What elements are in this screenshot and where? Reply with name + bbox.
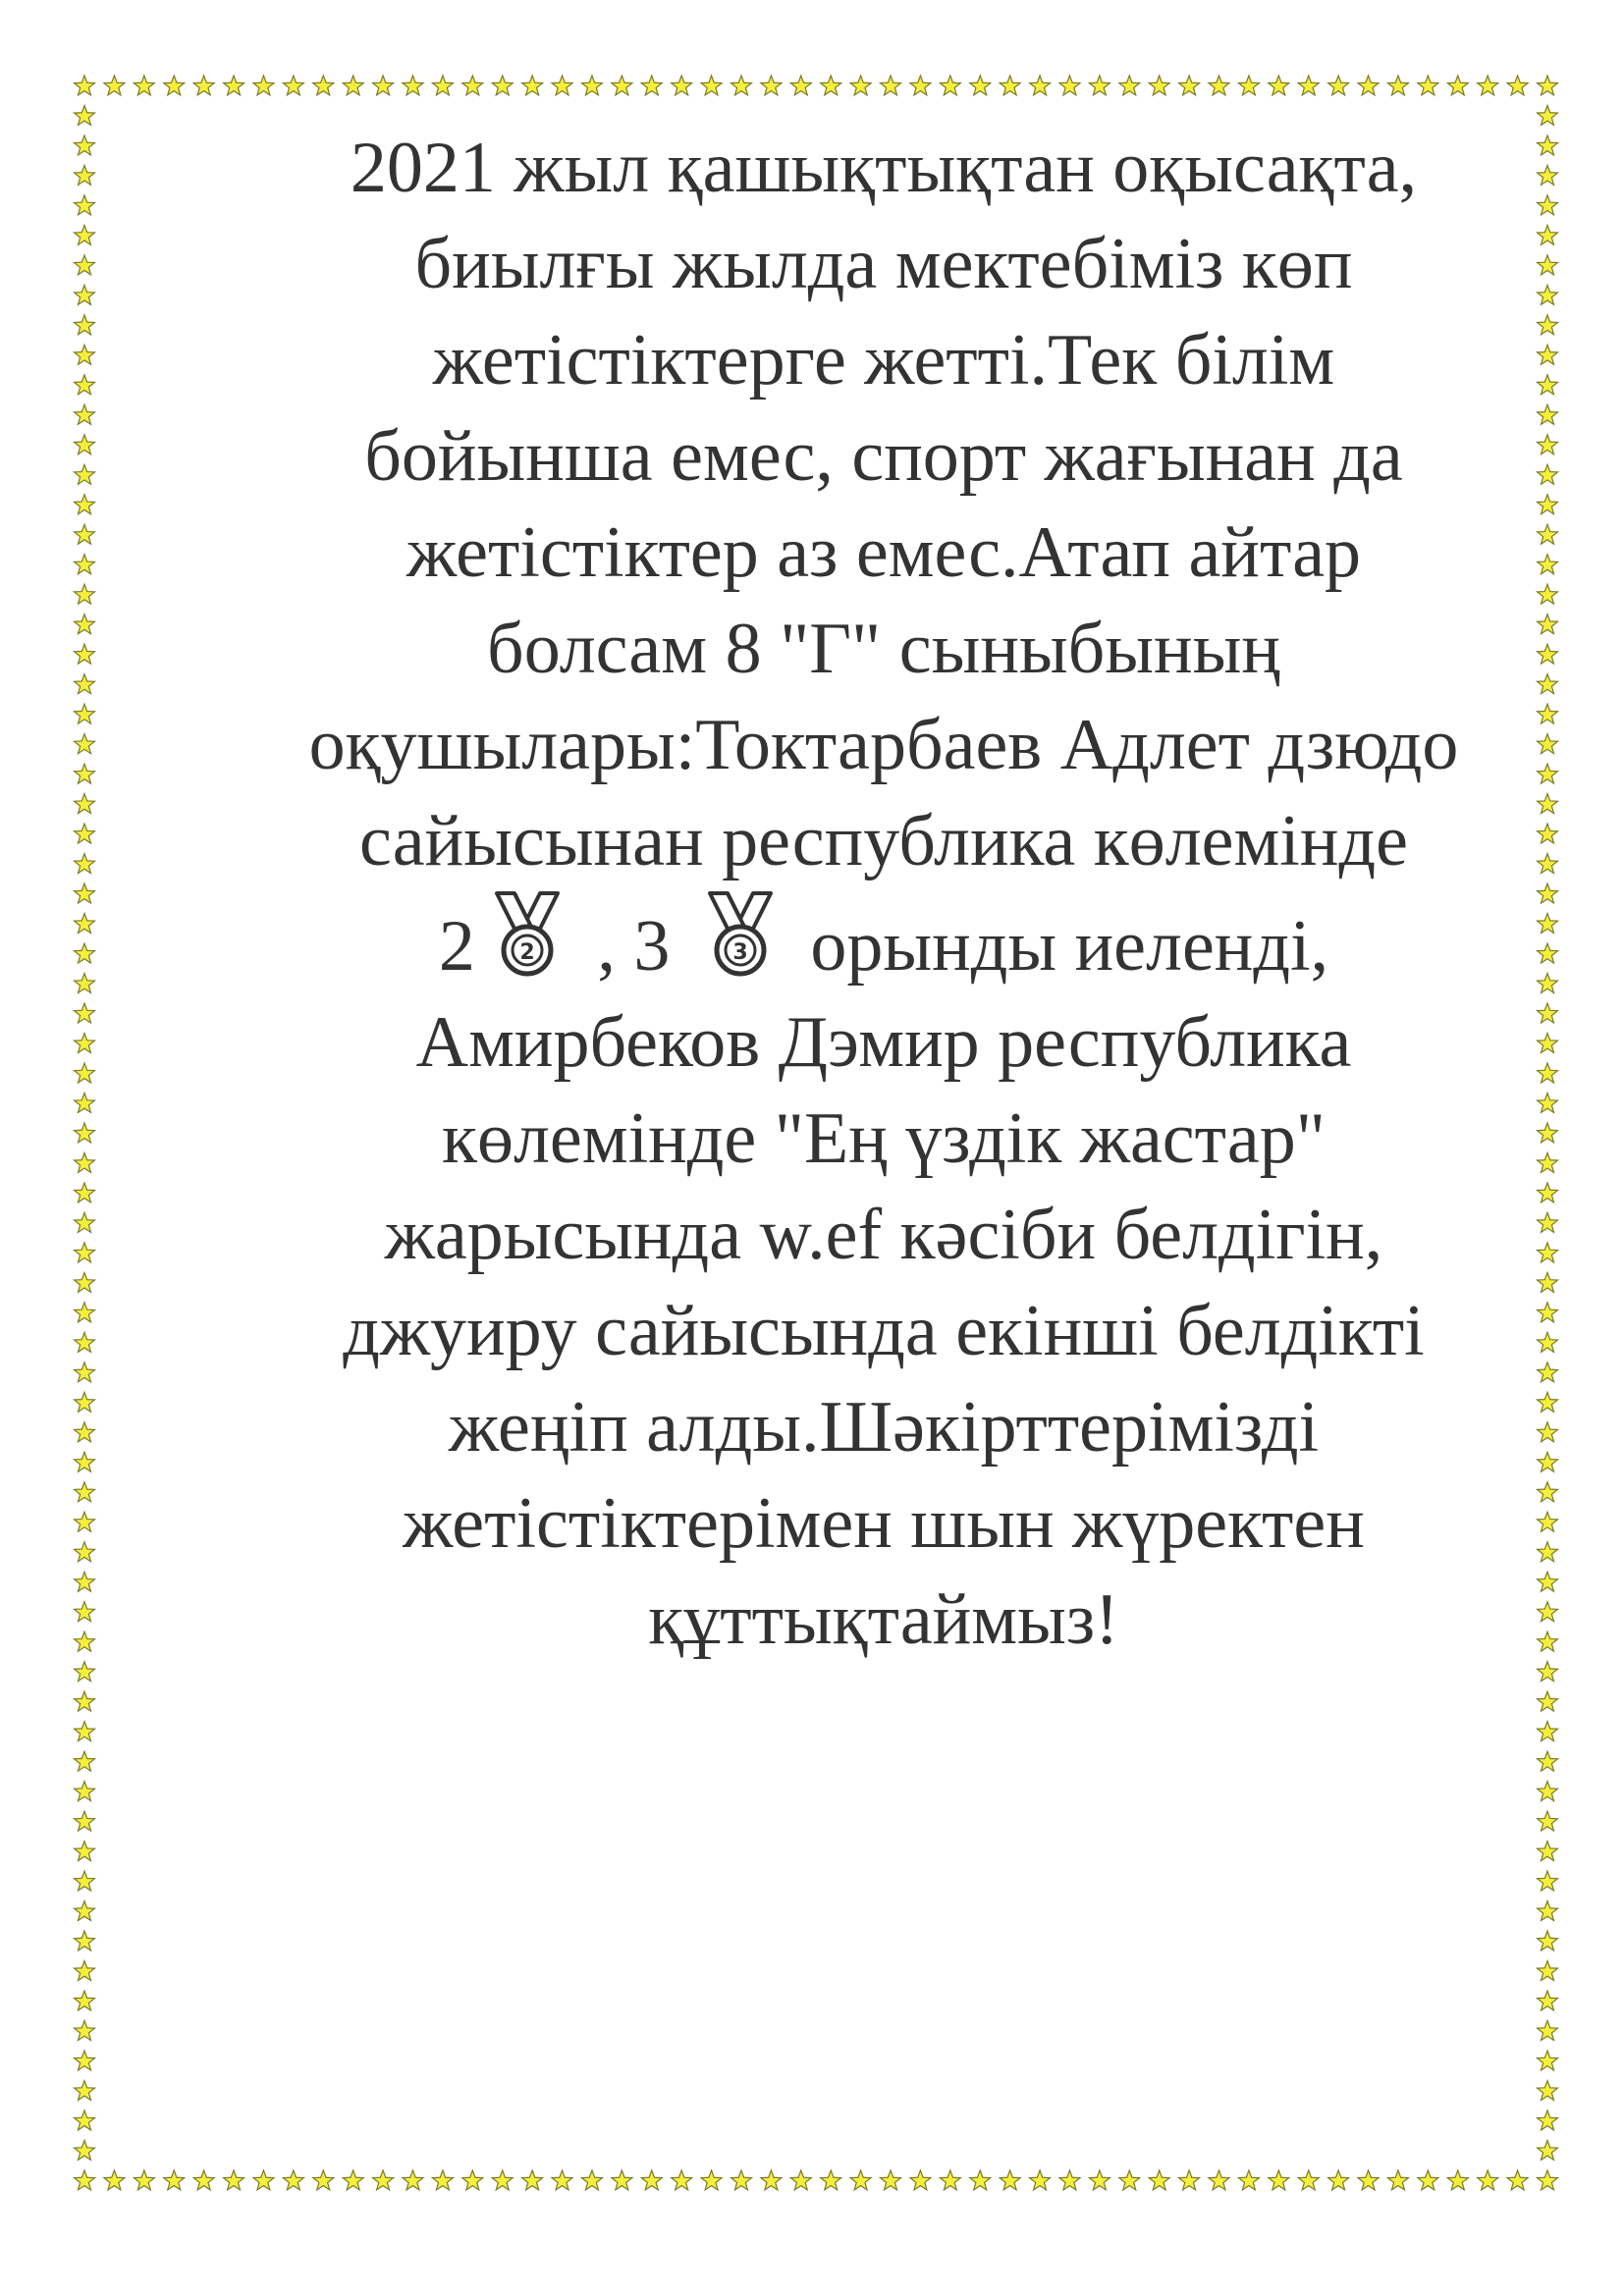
star-icon [1538, 1961, 1558, 1981]
star-icon [612, 76, 632, 95]
star-icon [75, 1272, 95, 1292]
star-icon [1538, 2170, 1558, 2190]
star-icon [1538, 2141, 1558, 2161]
star-icon [432, 76, 453, 95]
star-icon [1538, 1871, 1558, 1891]
star-icon [1179, 2170, 1200, 2190]
star-icon [581, 2170, 602, 2190]
medal-line-part2: , 3 [578, 906, 688, 987]
star-icon [850, 2170, 871, 2190]
star-icon [1030, 76, 1051, 95]
star-icon [75, 76, 95, 95]
star-icon [462, 76, 483, 95]
star-icon [1059, 2170, 1080, 2190]
star-icon [1358, 76, 1379, 95]
medal-line-part1: 2 [438, 906, 475, 987]
star-icon [1538, 2021, 1558, 2041]
star-icon [313, 2170, 334, 2190]
star-icon [641, 2170, 662, 2190]
star-icon [75, 794, 95, 814]
star-icon [970, 2170, 991, 2190]
star-icon [75, 2141, 95, 2161]
star-icon [75, 644, 95, 664]
star-icon [1538, 1751, 1558, 1771]
star-icon [1538, 1842, 1558, 1861]
star-icon [75, 2051, 95, 2070]
star-icon [1059, 76, 1080, 95]
star-icon [552, 2170, 572, 2190]
star-icon [75, 345, 95, 364]
star-icon [75, 824, 95, 843]
star-icon [75, 1631, 95, 1651]
star-icon [75, 195, 95, 215]
star-icon [283, 2170, 303, 2190]
star-icon [373, 76, 394, 95]
star-icon [612, 2170, 632, 2190]
star-icon [75, 1782, 95, 1801]
star-icon [403, 76, 423, 95]
star-icon [1209, 2170, 1229, 2190]
medal-number: 2 [519, 940, 535, 965]
star-icon [1447, 2170, 1468, 2190]
star-icon [462, 2170, 483, 2190]
star-icon [193, 2170, 214, 2190]
star-icon [373, 2170, 394, 2190]
text-line: 2021 жыл қашықтықтан оқысақта, [350, 128, 1418, 208]
star-icon [75, 704, 95, 723]
star-icon [164, 2170, 185, 2190]
star-icon [75, 674, 95, 694]
star-icon [1538, 76, 1558, 95]
text-line: джуиру сайысында екінші белдікті [343, 1291, 1425, 1371]
star-icon [731, 76, 752, 95]
star-icon [1538, 2081, 1558, 2101]
text-line: жетістіктер аз емес.Атап айтар [406, 512, 1362, 593]
star-icon [75, 2081, 95, 2101]
star-icon [75, 2110, 95, 2130]
star-icon [432, 2170, 453, 2190]
star-icon [1447, 76, 1468, 95]
star-icon [1478, 2170, 1498, 2190]
star-icon [253, 76, 274, 95]
star-icon [75, 1392, 95, 1412]
star-icon [731, 2170, 752, 2190]
text-line: жеңіп алды.Шәкірттерімізді [448, 1387, 1320, 1468]
star-icon [253, 2170, 274, 2190]
star-icon [1298, 2170, 1319, 2190]
text-line: жетістіктерге жетті.Тек білім [432, 320, 1335, 400]
star-icon [75, 2021, 95, 2041]
star-icon [910, 76, 931, 95]
star-icon [1507, 2170, 1528, 2190]
star-icon [1538, 1691, 1558, 1711]
text-line: сайысынан республика көлемінде [359, 801, 1408, 881]
star-icon [522, 76, 543, 95]
star-icon [75, 1572, 95, 1591]
text-line: көлемінде "Ең үздік жастар" [442, 1098, 1326, 1179]
star-icon [1298, 76, 1319, 95]
star-icon [343, 76, 363, 95]
star-icon [1388, 2170, 1409, 2190]
star-icon [75, 1362, 95, 1382]
text-line: бойынша емес, спорт жағынан да [364, 416, 1403, 497]
star-icon [75, 1662, 95, 1682]
star-icon [761, 76, 782, 95]
star-icon [75, 943, 95, 963]
star-icon [1179, 76, 1200, 95]
star-icon [75, 1003, 95, 1023]
star-icon [761, 2170, 782, 2190]
star-icon [75, 1811, 95, 1831]
star-icon [1269, 76, 1289, 95]
star-icon [1000, 76, 1020, 95]
star-icon [75, 1034, 95, 1053]
star-icon [790, 2170, 811, 2190]
star-icon [75, 555, 95, 574]
star-icon [1238, 2170, 1259, 2190]
text-line: биылғы жылда мектебіміз көп [414, 224, 1353, 304]
star-icon [104, 2170, 125, 2190]
star-icon [75, 1961, 95, 1981]
star-icon [75, 404, 95, 424]
star-icon [1269, 2170, 1289, 2190]
star-icon [75, 315, 95, 335]
star-icon [641, 76, 662, 95]
star-icon [492, 76, 513, 95]
star-icon [1000, 2170, 1020, 2190]
star-icon [75, 435, 95, 454]
star-icon [522, 2170, 543, 2190]
star-icon [1478, 76, 1498, 95]
star-icon [1358, 2170, 1379, 2190]
star-icon [75, 1452, 95, 1471]
star-icon [821, 2170, 841, 2190]
star-icon [75, 225, 95, 244]
star-icon [75, 914, 95, 934]
star-icon [1238, 76, 1259, 95]
star-icon [1149, 76, 1169, 95]
star-icon [1149, 2170, 1169, 2190]
star-icon [75, 1931, 95, 1950]
star-icon [1538, 1991, 1558, 2010]
text-line: құттықтаймыз! [648, 1579, 1119, 1660]
star-icon [75, 1991, 95, 2010]
star-icon [75, 734, 95, 754]
text-line: оқушылары:Токтарбаев Адлет дзюдо [308, 705, 1459, 785]
star-icon [75, 375, 95, 395]
star-icon [75, 1482, 95, 1502]
star-icon [881, 76, 901, 95]
star-icon [1538, 1722, 1558, 1741]
star-icon [1538, 1901, 1558, 1921]
text-line: болсам 8 "Г" сыныбының [487, 609, 1280, 689]
text-line: жетістіктерімен шын жүректен [403, 1483, 1365, 1564]
star-icon [193, 76, 214, 95]
star-icon [75, 1123, 95, 1143]
star-icon [75, 974, 95, 993]
star-icon [104, 76, 125, 95]
star-icon [75, 135, 95, 155]
star-icon [134, 2170, 154, 2190]
star-icon [492, 2170, 513, 2190]
star-icon [940, 2170, 960, 2190]
star-icon [75, 1243, 95, 1262]
star-icon [75, 255, 95, 275]
star-icon [75, 105, 95, 125]
star-icon [1328, 76, 1349, 95]
star-icon [701, 76, 722, 95]
star-icon [701, 2170, 722, 2190]
star-icon [224, 76, 244, 95]
star-icon [134, 76, 154, 95]
star-icon [672, 2170, 692, 2190]
star-icon [970, 76, 991, 95]
star-icon [1030, 2170, 1051, 2190]
star-icon [1418, 2170, 1438, 2190]
star-icon [75, 883, 95, 903]
star-icon [75, 1842, 95, 1861]
star-icon [75, 1332, 95, 1352]
star-icon [1538, 2110, 1558, 2130]
star-icon [75, 1542, 95, 1562]
star-icon [75, 285, 95, 304]
star-icon [881, 2170, 901, 2190]
body-text [226, 120, 1542, 1668]
star-icon [1089, 2170, 1110, 2190]
star-icon [1418, 76, 1438, 95]
star-icon [224, 2170, 244, 2190]
star-icon [343, 2170, 363, 2190]
star-icon [75, 1183, 95, 1202]
star-icon [552, 76, 572, 95]
star-icon [75, 764, 95, 783]
star-icon [75, 165, 95, 185]
star-icon [1089, 76, 1110, 95]
star-icon [1388, 76, 1409, 95]
second-place-medal-icon [485, 889, 569, 978]
star-icon [1119, 76, 1140, 95]
star-icon [850, 76, 871, 95]
star-icon [75, 1063, 95, 1083]
star-icon [1538, 1782, 1558, 1801]
star-icon [75, 1512, 95, 1531]
star-icon [75, 614, 95, 634]
star-icon [75, 1212, 95, 1232]
star-icon [672, 76, 692, 95]
star-icon [1538, 2051, 1558, 2070]
star-icon [940, 76, 960, 95]
star-icon [1119, 2170, 1140, 2190]
medal-line [226, 889, 1542, 994]
star-icon [1209, 76, 1229, 95]
star-icon [75, 1871, 95, 1891]
star-icon [1538, 1931, 1558, 1950]
star-icon [75, 1303, 95, 1322]
star-icon [75, 1901, 95, 1921]
star-icon [75, 1094, 95, 1113]
star-icon [75, 1751, 95, 1771]
star-icon [75, 1691, 95, 1711]
star-icon [283, 76, 303, 95]
star-icon [1328, 2170, 1349, 2190]
text-line: Амирбеков Дэмир республика [415, 1002, 1352, 1083]
star-icon [403, 2170, 423, 2190]
star-icon [1507, 76, 1528, 95]
star-icon [75, 524, 95, 544]
text-line: жарысында w.ef кәсіби белдігін, [384, 1195, 1383, 1275]
star-icon [75, 1602, 95, 1622]
star-icon [75, 1422, 95, 1442]
star-icon [581, 76, 602, 95]
star-icon [75, 854, 95, 874]
star-icon [75, 584, 95, 604]
star-icon [75, 2170, 95, 2190]
star-icon [164, 76, 185, 95]
star-icon [75, 1722, 95, 1741]
third-place-medal-icon [698, 889, 783, 978]
star-icon [75, 464, 95, 484]
star-icon [1538, 1811, 1558, 1831]
medal-line-part3: орынды иеленді, [791, 906, 1329, 987]
star-icon [75, 1152, 95, 1172]
star-icon [821, 76, 841, 95]
star-icon [910, 2170, 931, 2190]
star-icon [313, 76, 334, 95]
star-icon [790, 76, 811, 95]
medal-number: 3 [732, 940, 748, 965]
star-icon [75, 495, 95, 514]
